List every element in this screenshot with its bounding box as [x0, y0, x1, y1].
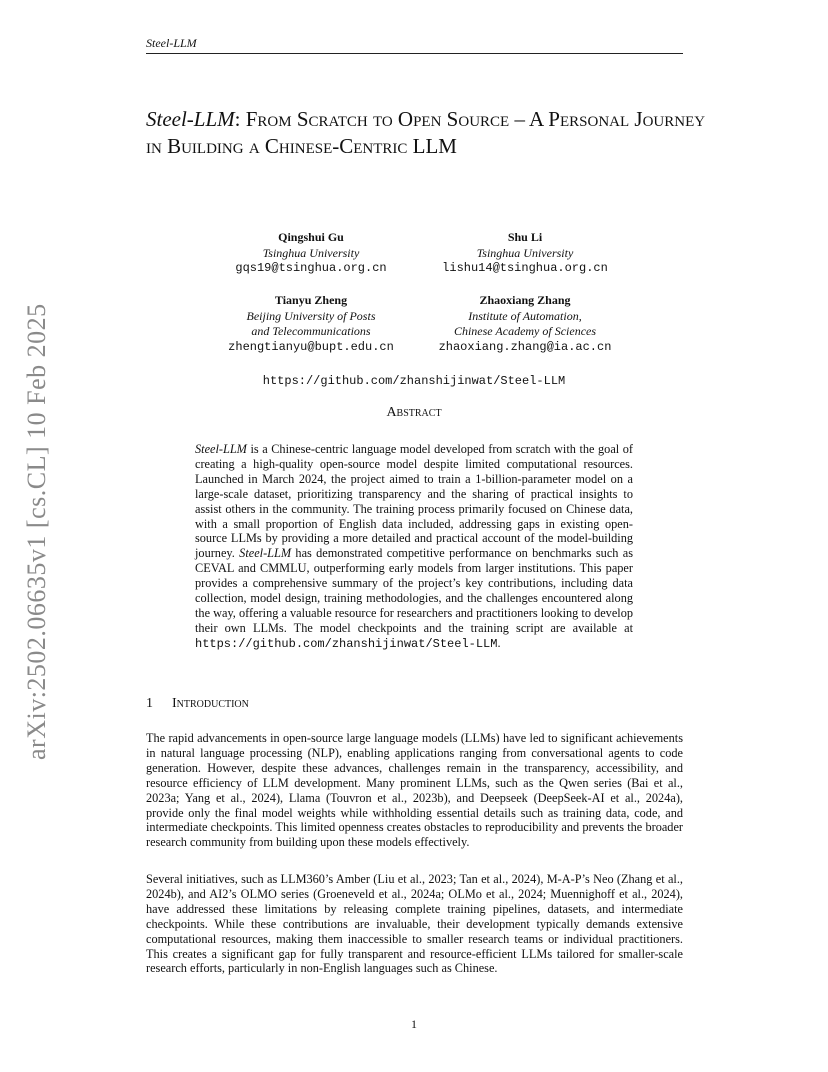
abstract-model-name: Steel-LLM: [195, 442, 247, 456]
section-number: 1: [146, 696, 153, 711]
running-head: Steel-LLM: [146, 36, 683, 54]
abstract-end: .: [497, 635, 501, 650]
paper-title: [146, 106, 706, 160]
abstract-repo-link[interactable]: https://github.com/zhanshijinwat/Steel-LLM: [195, 636, 498, 651]
intro-paragraph-2: Several initiatives, such as LLM360’s Amber (Liu et al., 2023; Tan et al., 2024), M-A-P’s Neo (Zhang et al., 2024b), and AI2’s OLMO series (Groeneveld et al., 2024a; OLMo et al., 2024; Muennighoff et al., 2024), have addressed these limitations by releasing complete training pipelines, datasets, and intermediate checkpoints. While these contributions are invaluable, their development typically demands extensive computational resources, making them inaccessible to smaller research teams or individual practitioners. This creates a significant gap for fully transparent and resource-efficient LLMs tailored for smaller-scale research efforts, particularly in non-English languages such as Chinese.: [146, 872, 683, 976]
section-title: Introduction: [172, 696, 249, 711]
repository-url[interactable]: https://github.com/zhanshijinwat/Steel-LLM: [262, 374, 566, 388]
author-name: Shu Li: [507, 230, 543, 244]
intro-paragraph-1: The rapid advancements in open-source large language models (LLMs) have led to significant achievements in natural language processing (NLP), enabling applications ranging from conversational agents to code generation. However, despite these advances, challenges remain in the transparency, accessibility, and resource efficiency of LLM development. Many prominent LLMs, such as the Qwen series (Bai et al., 2023a; Yang et al., 2024), Llama (Touvron et al., 2023b), and Deepseek (DeepSeek-AI et al., 2024a), provide only the final model weights while withholding essential details such as training data, code, and intermediate checkpoints. This limited openness creates obstacles to reproducibility and prevents the broader research community from building upon these models effectively.: [146, 731, 683, 850]
author-affiliation: Institute of Automation,: [468, 308, 582, 323]
author-affiliation: Tsinghua University: [476, 245, 574, 260]
abstract-text-part2: has demonstrated competitive performance on benchmarks such as CEVAL and CMMLU, outperforming early models from larger institutions. This paper provides a comprehensive summary of the project’s key contributions, including data collection, model design, training methodologies, and the challenges encountered along the way, offering a valuable resource for researchers and practitioners looking to develop their own LLMs. The model checkpoints and the training script are available at: [195, 546, 633, 635]
arxiv-identifier-stamp: arXiv:2502.06635v1 [cs.CL] 10 Feb 2025: [22, 303, 51, 760]
author-affiliation: and Telecommunications: [251, 324, 371, 338]
author-name: Tianyu Zheng: [274, 293, 348, 307]
author-email: zhaoxiang.zhang@ia.ac.cn: [438, 339, 612, 354]
author-email: gqs19@tsinghua.org.cn: [235, 261, 387, 275]
abstract-body: [195, 442, 633, 652]
abstract-heading: Abstract: [386, 405, 442, 420]
author-block-2: [410, 230, 640, 277]
author-affiliation: Chinese Academy of Sciences: [453, 324, 597, 338]
abstract-text-part1: is a Chinese-centric language model developed from scratch with the goal of creating a high-quality open-source model despite limited computational resources. Launched in March 2024, the project aimed to train a 1-billion-parameter model on a large-scale dataset, prioritizing transparency and the sharing of practical insights to assist others in the community. The training process primarily focused on Chinese data, with a small proportion of English data included, addressing gaps in existing open-source LLMs by providing a more detailed and practical account of the model-building journey.: [195, 442, 633, 561]
author-block-4: [400, 293, 650, 355]
author-email: zhengtianyu@bupt.edu.cn: [228, 339, 394, 354]
author-block-1: [196, 230, 426, 277]
title-rest: : From Scratch to Open Source – A Personal Journey in Building a Chinese-Centric LLM: [146, 107, 706, 158]
abstract-model-name: Steel-LLM: [239, 546, 292, 561]
author-name: Qingshui Gu: [278, 230, 344, 244]
page-number: 1: [411, 1017, 417, 1031]
author-affiliation: Beijing University of Posts: [246, 308, 376, 323]
section-heading-introduction: [146, 696, 249, 712]
author-affiliation: Tsinghua University: [262, 245, 360, 260]
author-name: Zhaoxiang Zhang: [479, 293, 571, 307]
author-email: lishu14@tsinghua.org.cn: [442, 261, 608, 275]
title-model-name: Steel-LLM: [146, 107, 235, 131]
author-block-3: [186, 293, 436, 355]
